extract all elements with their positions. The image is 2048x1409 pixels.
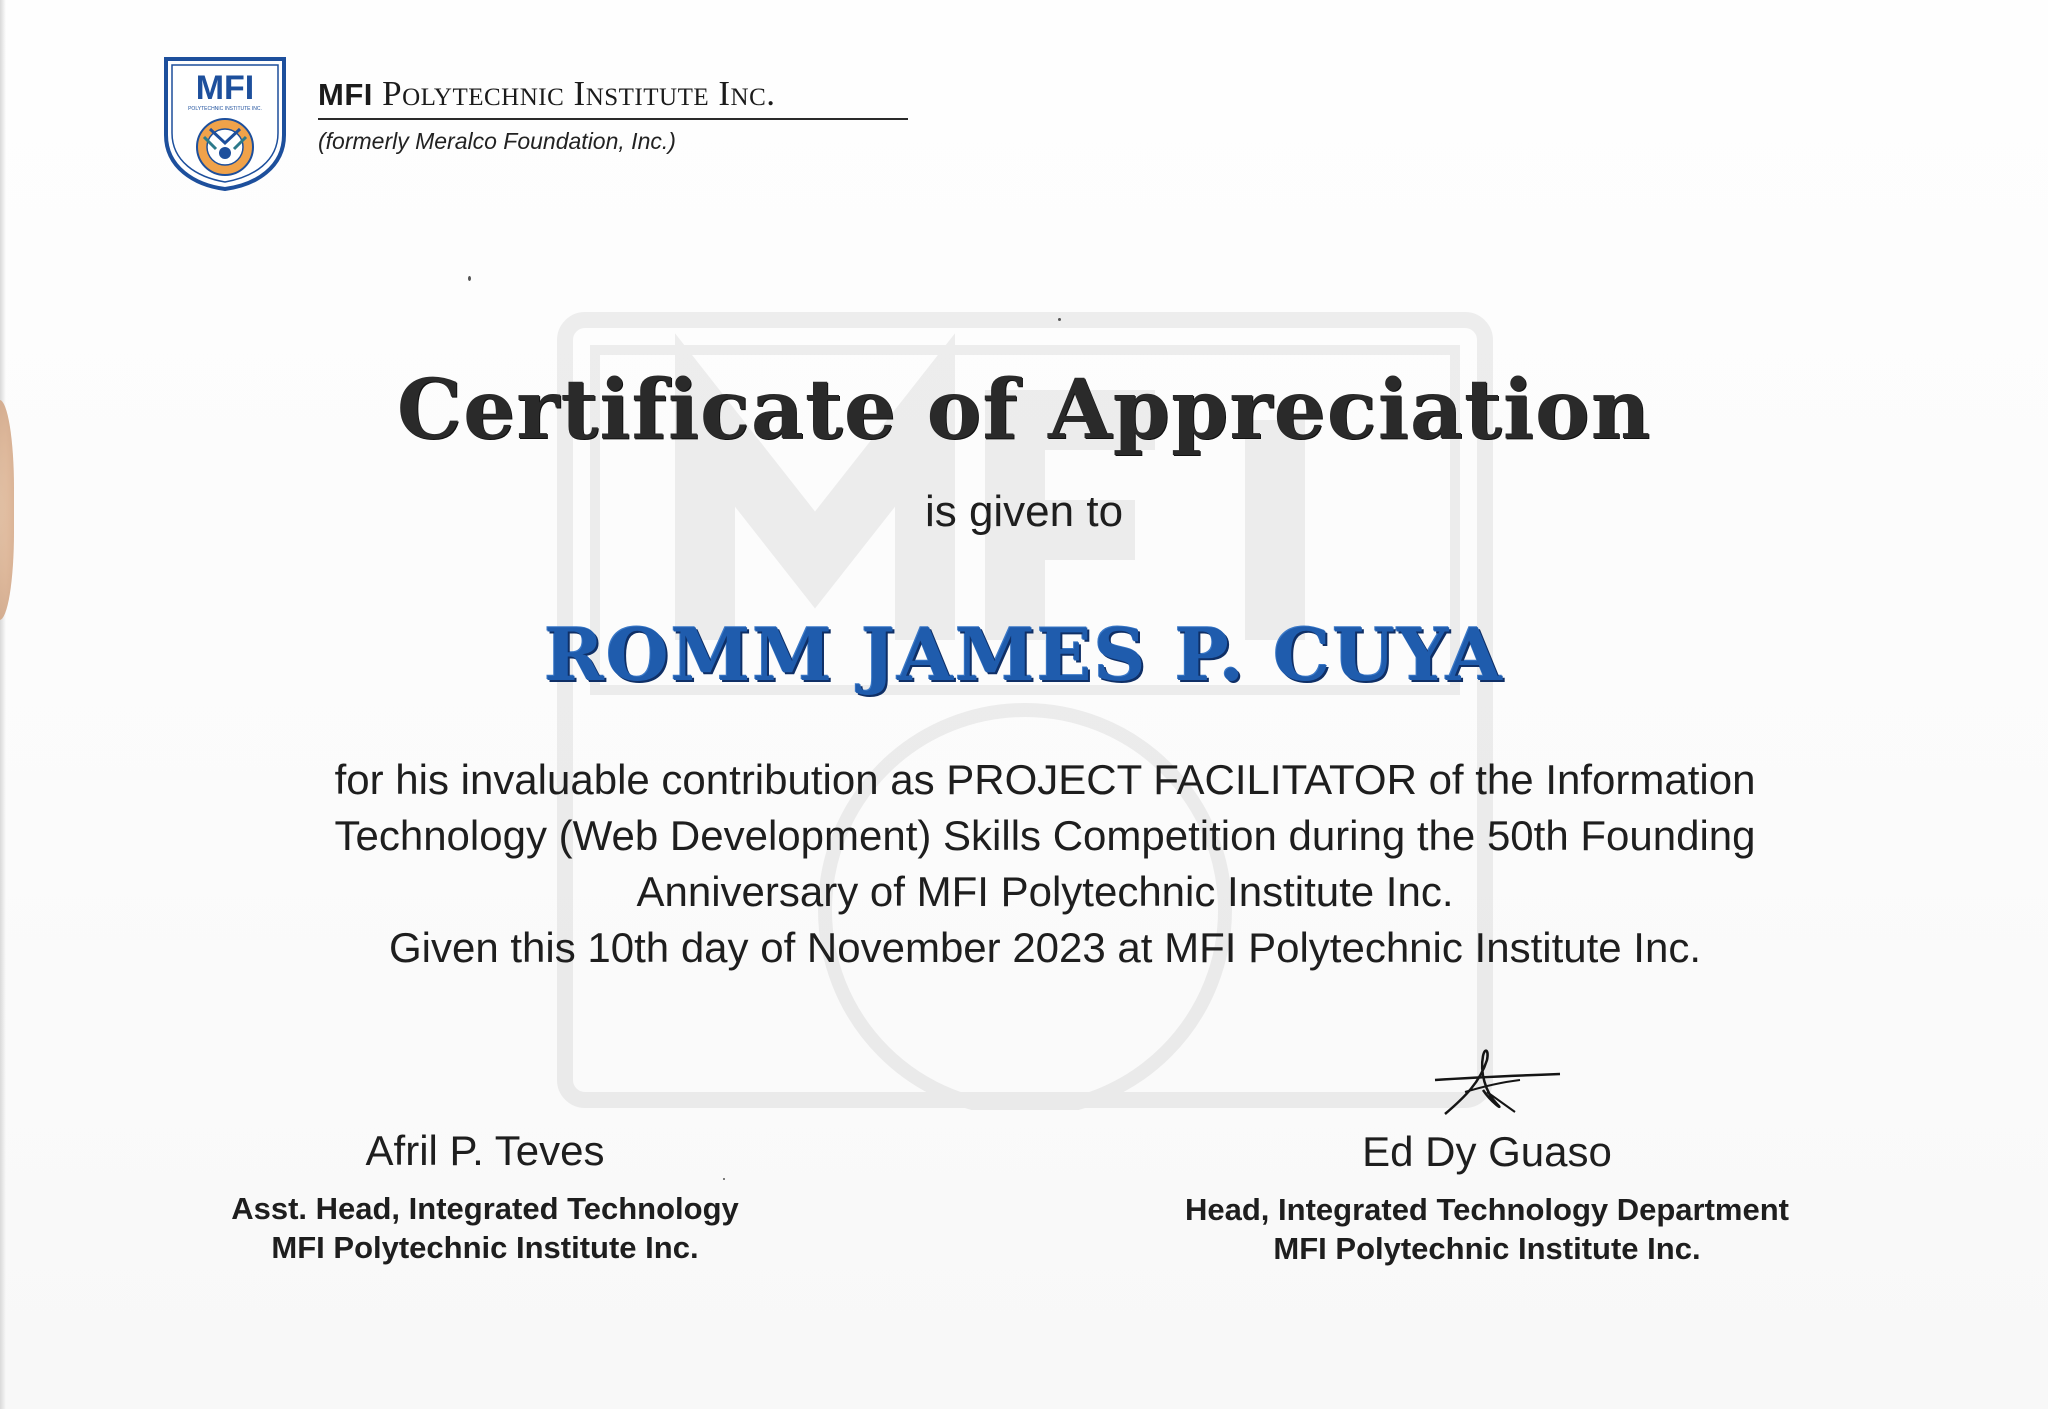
org-former-name: (formerly Meralco Foundation, Inc.): [318, 128, 676, 154]
org-name-bold: MFI: [318, 77, 373, 112]
signatory-role: Asst. Head, Integrated Technology: [231, 1191, 739, 1226]
given-to-text: is given to: [924, 487, 1124, 536]
recipient-name: ROMM JAMES P. CUYA: [544, 612, 1504, 697]
signatory-name: Ed Dy Guaso: [1362, 1128, 1612, 1175]
citation-line: Anniversary of MFI Polytechnic Institute Inc.: [636, 868, 1454, 915]
signatory-institution: MFI Polytechnic Institute Inc.: [271, 1230, 699, 1265]
signatory-name: Afril P. Teves: [365, 1127, 605, 1174]
org-name-rest: Polytechnic Institute Inc.: [382, 74, 776, 113]
citation-line: Given this 10th day of November 2023 at MFI Polytechnic Institute Inc.: [389, 924, 1701, 971]
paper-speck: [468, 276, 471, 281]
paper-speck: [1058, 318, 1061, 321]
signatory-role: Head, Integrated Technology Department: [1184, 1192, 1789, 1227]
citation-line: Technology (Web Development) Skills Competition during the 50th Founding: [334, 812, 1756, 859]
page-edge-shadow: [0, 0, 6, 1409]
mfi-logo: [160, 55, 290, 191]
citation-text: [160, 752, 1930, 976]
signatory-right: [1162, 1128, 1812, 1268]
signatory-left: [175, 1127, 795, 1267]
signature-mark: [1425, 1042, 1565, 1124]
certificate-title: Certificate of Appreciation: [396, 362, 1652, 458]
org-name: [318, 74, 908, 120]
logo-subtext: POLYTECHNIC INSTITUTE INC.: [188, 106, 262, 112]
signatory-institution: MFI Polytechnic Institute Inc.: [1273, 1231, 1701, 1266]
logo-text: MFI: [195, 69, 255, 107]
citation-line: for his invaluable contribution as PROJECT FACILITATOR of the Information: [334, 756, 1756, 803]
paper-speck: [723, 1178, 725, 1180]
org-block: [318, 74, 908, 155]
